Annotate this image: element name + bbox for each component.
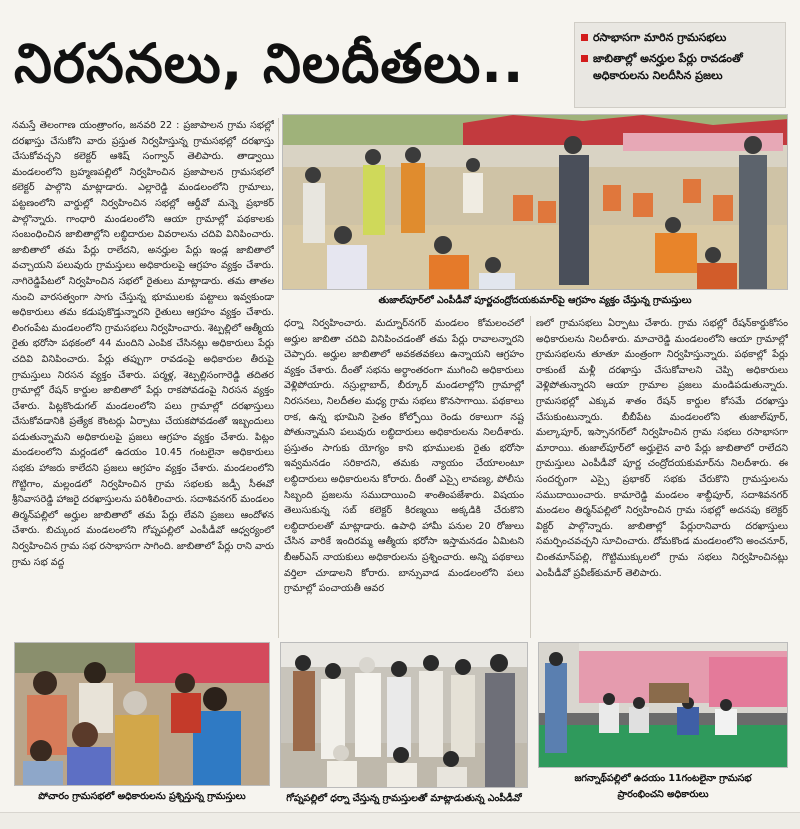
highlight-text: రసాభాసగా మారిన గ్రామసభలు <box>593 31 727 44</box>
article-column-3 <box>536 316 788 640</box>
photo-right-caption-line1: జగన్నాథ్‌పల్లిలో ఉదయం 11గంటలైనా గ్రామసభ <box>574 773 752 784</box>
bottom-photo-right <box>538 642 788 768</box>
bottom-photo-left <box>14 642 270 786</box>
highlights-box <box>574 22 786 108</box>
article-text: నమస్తే తెలంగాణ యంత్రాంగం, జనవరి 22 : ప్రజాపాలన గ్రామ సభల్లో దరఖాస్తు చేసుకోని వారు ప్రస్తుత నిర్వహిస్తున్న గ్రామసభల్లో దరఖాస్తు చేసుకోవచ్చని కలెక్టర్ ఆశిష్ సంగ్వాన్ తెలిపారు. తాడ్వాయి మండలంలోని బ్రహ్మణపల్లిలో నిర్వహించిన ప్రజాపాలన గ్రామసభలో కలెక్టర్ పాల్గొని మాట్లాడారు. ఎల్లారెడ్డి మండలంలోని గ్రామాలు, పట్టణంలోని వార్డుల్లో నిర్వహించిన సభల్లో ఆర్డీవో మన్నె ప్రభాకర్ పాల్గొన్నారు. గాంధారి మండలంలోని ఆయా గ్రామాల్లో పథకాలకు సంబంధించిన జాబితాల్లోని లబ్ధిదారుల వివరాలను చదివి వినిపించారు. జాబితాలో తమ పేర్లు రాలేదని, అనర్హుల పేర్లు ఇండ్ల జాబితాలో వచ్చాయని పలువురు గ్రామస్తులు అధికారులపై ఆగ్రహం వ్యక్తం చేశారు. నాగిరెడ్డిపేటలో నిర్వహించిన సభలో రైతులు మాట్లాడారు. తమ తాతల నుంచి వారసత్వంగా సాగు చేస్తున్న భూములకు పట్టాలు ఇవ్వకుండా అధికారులు తమ కడుపుకొడ్తున్నారని రైతులు ఆగ్రహం వ్యక్తం చేశారు. లింగంపేట మండలంలోని గ్రామసభలు నిర్వహించారు. శెట్పల్లిలో ఆత్మీయ రైతు భరోసా పథకంలో 44 మందిని ఎంపిక చేసినట్లు అధికారులు పేర్లు చదివి వినిపించారు. పేర్లు తప్పుగా రావడంపై అధికారుల తీరుపై గ్రామస్తులు నిరసన వ్యక్తం చేశారు. పర్మళ్ల, శెట్పల్లిసంగారెడ్డి తదితర గ్రామాల్లో రేషన్ కార్డుల జాబితాలో పేర్లు రాకపోవడంపై నిరసన వ్యక్తం చేశారు. పిట్లకొండుగల్ మండలంలోని పలు గ్రామాల్లో దరఖాస్తులు చేసుకోవడానికి ప్రత్యేక కౌంటర్లు ఏర్పాటు చేయకపోవడంతో ఇబ్బందులు పడుతున్నామని అధికారులపై ప్రజలు ఆగ్రహం వ్యక్తం చేశారు. పిట్లం మండలంలోని మర్లండలో ఉదయం 10.45 గంటలైనా అధికారులు సభకు హాజరు కాలేదని ప్రజలు ఆగ్రహం వ్యక్తం చేశారు. మండలంలోని గొట్టిగాం, మల్లండలో నిర్వహించిన గ్రామ సభలకు జడ్పీ సీఈవో శ్రీనివాసరెడ్డి హాజరై దరఖాస్తులను పరిశీలించారు. సదాశివనగర్ మండలం తిర్మన్‌పల్లిలో అర్హుల జాబితాలో తమ పేర్లు లేవని ప్రజలు ఆందోళన చేశారు. బిచ్కుంద మండలంలోని గోప్నపల్లిలో ఎంపీడీవో ఆధ్వర్యంలో నిర్వహించిన గ్రామ సభ రసాభాసగా సాగింది. జాబితాలో పేర్లు రాని వారు గ్రామ సభ వద్ద <box>12 120 274 568</box>
article-column-2 <box>284 316 524 640</box>
column-divider <box>530 316 531 638</box>
highlight-text: జాబితాల్లో అనర్హుల పేర్లు రావడంతో అధికారులను నిలదీసిన ప్రజలు <box>593 52 743 82</box>
highlight-item <box>581 29 779 46</box>
article-column-1 <box>12 118 274 640</box>
bottom-photo-middle <box>280 642 528 788</box>
article-text: ధర్నా నిర్వహించారు. మద్నూర్‌నగర్ మండలం కోమలంచలో అర్హుల జాబితా చదివి వినిపించడంతో తమ పేర్లు రావాలన్నారని చెప్పారు. అర్హుల జాబితాలో అవకతవకలు ఉన్నాయని ఆగ్రహం వ్యక్తం చేశారు. దీంతో సభను అర్ధాంతరంగా ముగించి అధికారులు వెళ్లిపోయారు. నస్రుల్లాబాద్, బీర్కూర్ మండలాల్లోని గ్రామాల్లో నిరసనలు, నిలదీతల మధ్య గ్రామ సభలు కొనసాగాయి. పథకాలు రాక, ఉన్న భూమిని సైతం కోల్పోయి రెండు రకాలుగా నష్ట పోతున్నామని పలువురు లబ్ధిదారులు అధికారులను నిలదీశారు. ప్రస్తుతం సాగుకు యోగ్యం కాని భూములకు రైతు భరోసా ఇవ్వమనడం సరికాదని, తమకు న్యాయం చేయాలంటూ లబ్ధిదారులు అధికారులను కోరారు. దీంతో ఎస్సై లావణ్య, పోలీసు సిబ్బంది ప్రజలను సముదాయించి శాంతింపజేశారు. విషయం తెలుసుకున్న సబ్ కలెక్టర్ కిరణ్మయి అక్కడికి చేరుకొని లబ్ధిదారులతో మాట్లాడారు. ఉపాధి హామీ పనుల 20 రోజులు చేసిన వారికే ఇందిరమ్మ ఆత్మీయ భరోసా ఇస్తామనడం ఏమిటని బీఆర్‌ఎస్ నాయకులు అధికారులను ప్రశ్నించారు. అన్ని పథకాలు వర్తిలా చూడాలని కోరారు. బాన్సువాడ మండలంలోని పలు గ్రామాల్లో పంచాయతీ ఆవర <box>284 318 524 595</box>
bottom-strip <box>0 812 800 829</box>
highlight-item <box>581 50 779 84</box>
article-text: ణలో గ్రామసభలు ఏర్పాటు చేశారు. గ్రామ సభల్లో రేషన్‌కార్డుకోసం అధికారులను నిలదీశారు. మాచారెడ్డి మండలంలోని ఆయా గ్రామాల్లో గ్రామసభలను తూతూ మంత్రంగా నిర్వహిస్తున్నారు. పథకాల్లో పేర్లు రాకుంటే మళ్లీ దరఖాస్తు చేసుకోవాలని చెప్పి అధికారులు వెళ్లిపోతున్నారని ఆయా గ్రామాల ప్రజలు మండిపడుతున్నారు. గ్రామసభల్లో ఎక్కువ శాతం రేషన్ కార్డుల కోసమే దరఖాస్తు చేసుకుంటున్నారు. బీబీపేట మండలంలోని తుజాల్‌పూర్, మల్కాపూర్, ఇస్సానగర్‌లో నిర్వహించిన గ్రామ సభలు రసాభాసగా మారాయి. తుజాల్‌పూర్‌లో అర్హులైన వారి పేర్లు జాబితాలో రాలేదని గ్రామస్తులు ఎంపీడీవో పూర్ణ చంద్రోదయకుమార్‌ను నిలదీశారు. ఈ సందర్భంగా ఎస్సై ప్రభాకర్ సభకు చేరుకొని గ్రామస్తులను సముదాయించారు. కామారెడ్డి మండలం శాబ్దీపూర్, సదాశివనగర్ మండలం తిర్మన్‌పల్లిలో నిర్వహించిన గ్రామ సభల్లో అదనపు కలెక్టర్ విక్టర్ పాల్గొన్నారు. జాబితాల్లో పేర్లురానివారు దరఖాస్తులు సమర్పించవచ్చని సూచించారు. దోమకొండ మండలంలోని అంచనూర్, చింతమాన్‌పల్లి, గొట్టిముక్కులలో గ్రామ సభలు నిర్వహించినట్లు ఎంపీడీవో ప్రవీణ్‌కుమార్ తెలిపారు. <box>536 318 788 579</box>
column-divider <box>278 118 279 638</box>
tent-meeting-image <box>539 643 788 768</box>
villagers-image <box>15 643 270 786</box>
bullet-icon <box>581 55 588 62</box>
crowd-scene-image <box>283 115 788 290</box>
top-photo-caption: తుజాల్‌పూర్‌లో ఎంపీడీవో పూర్ణచంద్రోదయకుమార్‌పై ఆగ్రహం వ్యక్తం చేస్తున్న గ్రామస్తులు <box>378 295 692 306</box>
bullet-icon <box>581 34 588 41</box>
photo-middle-caption: గోప్నపల్లిలో ధర్నా చేస్తున్న గ్రామస్తులతో మాట్లాడుతున్న ఎంపీడీవో <box>286 793 522 804</box>
headline: నిరసనలు, నిలదీతలు.. <box>14 32 525 95</box>
top-photo <box>282 114 788 290</box>
photo-right-caption-line2: ప్రారంభించని అధికారులు <box>617 789 709 800</box>
photo-left-caption: పోచారం గ్రామసభలో అధికారులను ప్రశ్నిస్తున్న గ్రామస్తులు <box>38 791 246 802</box>
dharna-image <box>281 643 528 788</box>
